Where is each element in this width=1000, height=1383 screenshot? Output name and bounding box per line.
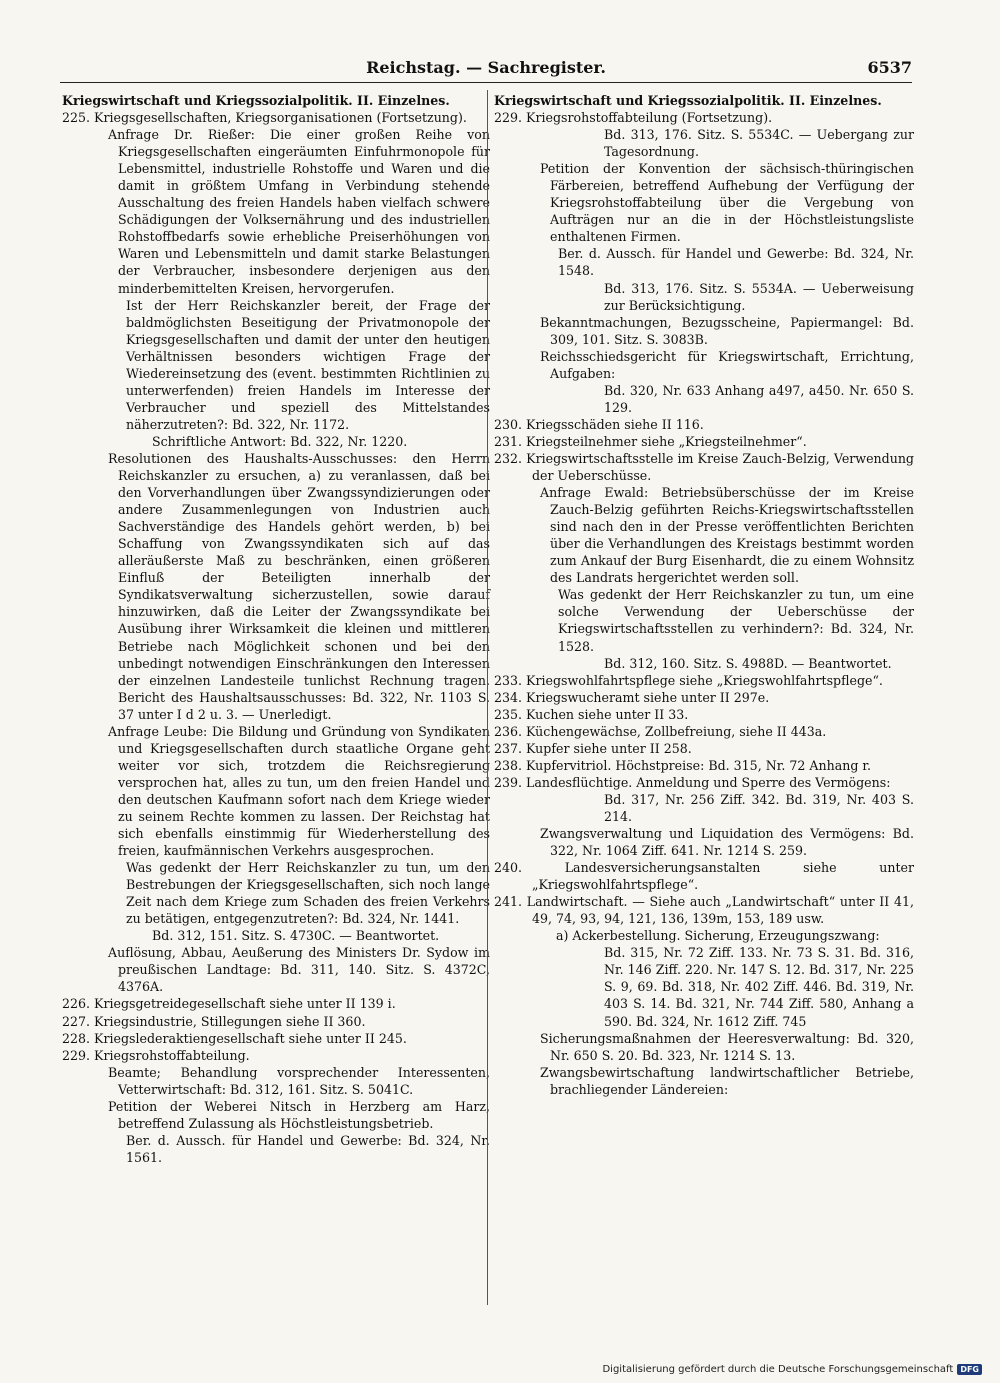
right-column [494, 92, 914, 1098]
page-header [60, 58, 912, 83]
register-entry: Bekanntmachungen, Bezugsscheine, Papiermangel: Bd. 309, 101. Sitz. S. 3083B. [540, 314, 914, 347]
register-entry: Bd. 312, 160. Sitz. S. 4988D. — Beantwortet. [604, 655, 892, 671]
register-entry: Kriegswirtschaft und Kriegssozialpolitik. II. Einzelnes. [494, 93, 882, 108]
register-entry: a) Ackerbestellung. Sicherung, Erzeugungszwang: [556, 928, 880, 944]
register-entry: 239. Landesflüchtige. Anmeldung und Sperre des Vermögens: [494, 774, 891, 790]
register-entry: 234. Kriegswucheramt siehe unter II 297e. [494, 689, 770, 705]
register-entry: Schriftliche Antwort: Bd. 322, Nr. 1220. [152, 433, 408, 449]
register-entry: Bd. 317, Nr. 256 Ziff. 342. Bd. 319, Nr. 403 S. 214. [604, 791, 914, 824]
register-entry: Petition der Weberei Nitsch in Herzberg am Harz, betreffend Zulassung als Höchstleistungsbetrieb. [108, 1098, 490, 1131]
dfg-logo: DFG [957, 1364, 982, 1375]
register-entry: Petition der Konvention der sächsisch-thüringischen Färbereien, betreffend Aufhebung der Verfügung der Kriegsrohstoffabteilung über die Vergebung von Aufträgen nur an die in der Höchstleistungsliste enthaltenen Firmen. [540, 161, 914, 245]
register-entry: Anfrage Ewald: Betriebsüberschüsse der im Kreise Zauch-Belzig geführten Reichs-Kriegswirtschaftsstellen sind nach den in der Presse veröffentlichten Berichten über die Verhandlungen des Kreistags bestimmt worden zum Ankauf der Burg Eisenhardt, die zu einem Wohnsitz des Landrats hergerichtet werden soll. [540, 485, 914, 586]
register-entry: Anfrage Leube: Die Bildung und Gründung von Syndikaten und Kriegsgesellschaften durch staatliche Organe geht weiter vor sich, trotzdem die Reichsregierung versprochen hat, alles zu tun, um den freien Handel und den deutschen Kaufmann sofort nach dem Kriege wieder zu seinem Rechte kommen zu lassen. Der Reichstag hat sich ebenfalls einstimmig für Wiederherstellung des freien, kaufmännischen Verkehrs ausgesprochen. [108, 723, 490, 859]
register-entry: Was gedenkt der Herr Reichskanzler zu tun, um eine solche Verwendung der Ueberschüsse der Kriegswirtschaftsstellen zu verhindern?: Bd. 324, Nr. 1528. [558, 587, 914, 654]
register-entry: 240. Landesversicherungsanstalten siehe unter „Kriegswohlfahrtspflege“. [494, 860, 914, 893]
register-entry: 233. Kriegswohlfahrtspflege siehe „Kriegswohlfahrtspflege“. [494, 672, 883, 688]
register-entry: Auflösung, Abbau, Aeußerung des Ministers Dr. Sydow im preußischen Landtage: Bd. 311, 140. Sitz. S. 4372C, 4376A. [108, 945, 490, 995]
register-entry: Bd. 315, Nr. 72 Ziff. 133. Nr. 73 S. 31. Bd. 316, Nr. 146 Ziff. 220. Nr. 147 S. 12. Bd. 317, Nr. 225 S. 9, 69. Bd. 318, Nr. 402 Ziff. 446. Bd. 319, Nr. 403 S. 14. Bd. 321, Nr. 744 Ziff. 580, Anhang a 590. Bd. 324, Nr. 1612 Ziff. 745 [604, 945, 915, 1029]
left-column [62, 92, 490, 1166]
register-entry: Bd. 313, 176. Sitz. S. 5534C. — Uebergang zur Tagesordnung. [604, 127, 914, 160]
page-number: 6537 [867, 58, 912, 77]
register-entry: Resolutionen des Haushalts-Ausschusses: den Herrn Reichskanzler zu ersuchen, a) zu veranlassen, daß bei den Vorverhandlungen über Zwangssyndizierungen oder andere Zusammenlegungen von Industrien auch Sachverständige des Handels gehört werden, b) bei Schaffung von Zwangssyndikaten sich auf das alleräußerste Maß zu beschränken, einen größeren Einfluß der Beteiligten innerhalb der Syndikatsverwaltung sicherzustellen, sowie darauf hinzuwirken, daß die Leiter der Zwangssyndikate bei Ausübung ihrer Wirksamkeit die kleinen und mittleren Betriebe nach Möglichkeit schonen und bei den unbedingt notwendigen Einschränkungen den Interessen der einzelnen Landesteile tunlichst Rechnung tragen. Bericht des Haushaltsausschusses: Bd. 322, Nr. 1103 S. 37 unter I d 2 u. 3. — Unerledigt. [108, 450, 490, 722]
register-entry: Bd. 312, 151. Sitz. S. 4730C. — Beantwortet. [152, 928, 440, 944]
page-title: Reichstag. — Sachregister. [366, 58, 606, 77]
register-entry: 229. Kriegsrohstoffabteilung (Fortsetzung). [494, 110, 773, 126]
footer [602, 1364, 982, 1375]
register-entry: 238. Kupfervitriol. Höchstpreise: Bd. 315, Nr. 72 Anhang r. [494, 757, 872, 773]
register-entry: Bd. 313, 176. Sitz. S. 5534A. — Ueberweisung zur Berücksichtigung. [604, 280, 914, 313]
register-entry: Was gedenkt der Herr Reichskanzler zu tun, um den Bestrebungen der Kriegsgesellschaften, sich noch lange Zeit nach dem Kriege zum Schaden des freien Verkehrs zu betätigen, entgegenzutreten?: Bd. 324, Nr. 1441. [126, 860, 490, 927]
register-entry: 235. Kuchen siehe unter II 33. [494, 706, 689, 722]
register-entry: Kriegswirtschaft und Kriegssozialpolitik. II. Einzelnes. [62, 93, 450, 108]
register-entry: Ist der Herr Reichskanzler bereit, der Frage der baldmöglichsten Beseitigung der Privatmonopole der Kriegsgesellschaften und damit der unter den heutigen Verhältnissen besonders wichtigen Frage der Wiedereinsetzung des (event. bestimmten Richtlinien zu unterwerfenden) freien Handels im Interesse der Verbraucher und speziell des Mittelstandes näherzutreten?: Bd. 322, Nr. 1172. [126, 297, 490, 432]
register-entry: 237. Kupfer siehe unter II 258. [494, 740, 692, 756]
register-entry: Bd. 320, Nr. 633 Anhang a497, a450. Nr. 650 S. 129. [604, 382, 914, 415]
register-entry: 225. Kriegsgesellschaften, Kriegsorganisationen (Fortsetzung). [62, 110, 467, 126]
register-entry: Reichsschiedsgericht für Kriegswirtschaft, Errichtung, Aufgaben: [540, 348, 914, 381]
register-entry: Zwangsbewirtschaftung landwirtschaftlicher Betriebe, brachliegender Ländereien: [540, 1064, 914, 1097]
register-entry: Anfrage Dr. Rießer: Die einer großen Reihe von Kriegsgesellschaften eingeräumten Einfuhrmonopole für Lebensmittel, industrielle Rohstoffe und Waren und die damit in größtem Umfang in Verbindung stehende Ausschaltung des freien Handels haben vielfach schwere Schädigungen der Volksernährung und des industriellen Rohstoffbedarfs sowie erhebliche Preiserhöhungen von Waren und Lebensmitteln und damit starke Belastungen der Verbraucher, insbesondere derjenigen aus den minderbemittelten Kreisen, hervorgerufen. [108, 127, 490, 296]
register-entry: 236. Küchengewächse, Zollbefreiung, siehe II 443a. [494, 723, 827, 739]
register-entry: 231. Kriegsteilnehmer siehe „Kriegsteilnehmer“. [494, 433, 807, 449]
register-entry: Sicherungsmaßnahmen der Heeresverwaltung: Bd. 320, Nr. 650 S. 20. Bd. 323, Nr. 1214 S. 13. [540, 1030, 914, 1063]
column-divider [487, 90, 488, 1305]
register-entry: 241. Landwirtschaft. — Siehe auch „Landwirtschaft“ unter II 41, 49, 74, 93, 94, 121, 136, 139m, 153, 189 usw. [494, 894, 914, 927]
register-entry: 226. Kriegsgetreidegesellschaft siehe unter II 139 i. [62, 996, 396, 1012]
register-entry: 232. Kriegswirtschaftsstelle im Kreise Zauch-Belzig, Verwendung der Ueberschüsse. [494, 450, 914, 484]
register-entry: Zwangsverwaltung und Liquidation des Vermögens: Bd. 322, Nr. 1064 Ziff. 641. Nr. 1214 S. 259. [540, 826, 914, 859]
register-entry: 227. Kriegsindustrie, Stillegungen siehe II 360. [62, 1013, 366, 1029]
register-entry: Ber. d. Aussch. für Handel und Gewerbe: Bd. 324, Nr. 1561. [126, 1132, 490, 1165]
register-entry: Ber. d. Aussch. für Handel und Gewerbe: Bd. 324, Nr. 1548. [558, 246, 914, 279]
register-entry: Beamte; Behandlung vorsprechender Interessenten, Vetterwirtschaft: Bd. 312, 161. Sitz. S. 5041C. [108, 1064, 490, 1097]
register-entry: 228. Kriegslederaktiengesellschaft siehe unter II 245. [62, 1030, 407, 1046]
register-entry: 230. Kriegsschäden siehe II 116. [494, 416, 704, 432]
register-entry: 229. Kriegsrohstoffabteilung. [62, 1047, 250, 1063]
footer-text: Digitalisierung gefördert durch die Deutsche Forschungsgemeinschaft [602, 1364, 954, 1375]
